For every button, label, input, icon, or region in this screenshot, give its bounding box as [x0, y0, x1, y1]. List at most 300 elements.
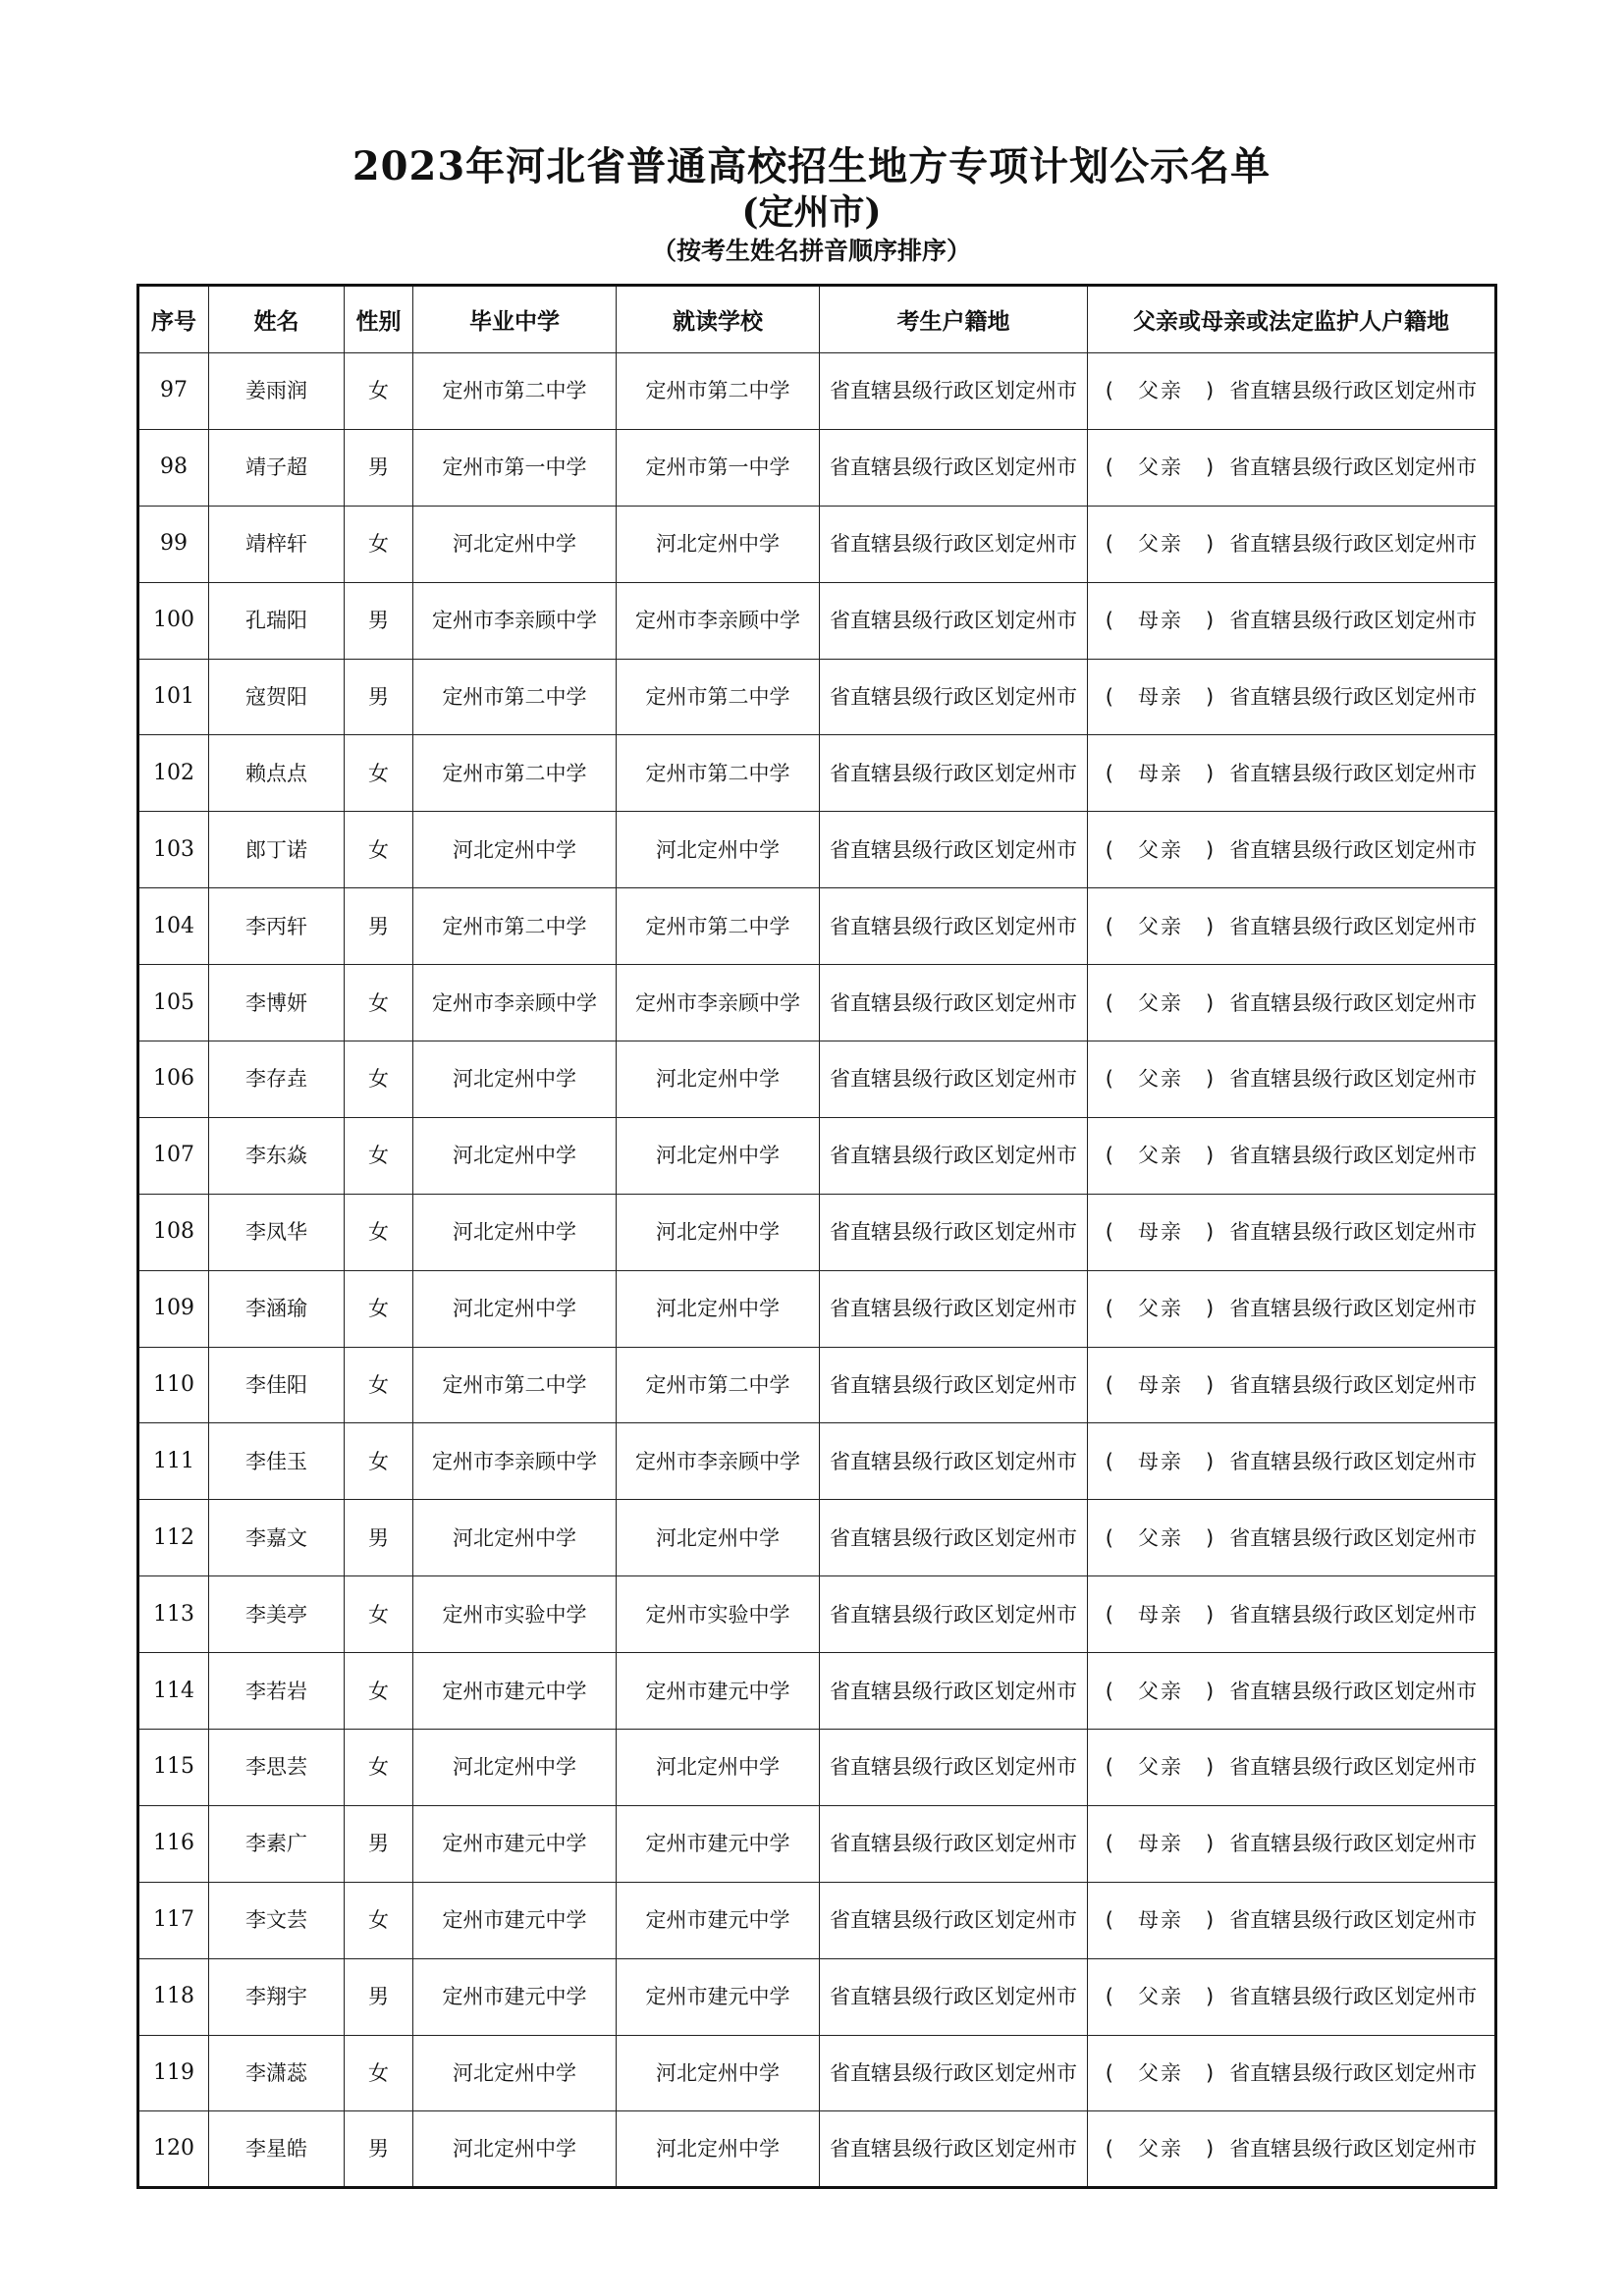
- guardian-residence-value: 省直辖县级行政区划定州市: [1229, 1908, 1478, 1933]
- student-residence-text: 省直辖县级行政区划定州市: [830, 914, 1077, 938]
- row-number-text: 120: [153, 2136, 194, 2162]
- graduated-school: [413, 1730, 617, 1806]
- student-name-text: 李翔宇: [245, 1985, 307, 2009]
- graduated-school: [413, 506, 617, 582]
- student-residence: [820, 1576, 1088, 1653]
- current-school-text: 定州市李亲顾中学: [635, 609, 800, 633]
- current-school-text: 河北定州中学: [656, 837, 780, 862]
- student-residence-text: 省直辖县级行政区划定州市: [830, 1373, 1077, 1398]
- graduated-school-text: 河北定州中学: [453, 1067, 576, 1092]
- student-name: [209, 429, 345, 506]
- guardian-residence-value: 省直辖县级行政区划定州市: [1229, 837, 1478, 862]
- current-school-text: 定州市第二中学: [645, 1373, 790, 1398]
- row-number: [138, 1882, 209, 1958]
- guardian-residence-text: [1106, 379, 1477, 402]
- student-gender-text: 女: [368, 532, 389, 557]
- student-gender-text: 女: [368, 1908, 389, 1933]
- document-subtitle: (定州市): [741, 191, 882, 233]
- student-name-text: 郎丁诺: [245, 837, 307, 862]
- row-number: [138, 1117, 209, 1194]
- student-name-text: 李若岩: [245, 1679, 307, 1703]
- row-number: [138, 1041, 209, 1118]
- row-number: [138, 888, 209, 965]
- student-gender-text: 男: [368, 2137, 389, 2162]
- student-gender-text: 女: [368, 1602, 389, 1627]
- guardian-residence-value: 省直辖县级行政区划定州市: [1229, 2137, 1478, 2162]
- student-name: [209, 2035, 345, 2111]
- guardian-residence-value: 省直辖县级行政区划定州市: [1229, 1679, 1478, 1703]
- row-number-text: 112: [153, 1524, 194, 1550]
- row-number: [138, 1730, 209, 1806]
- roster-table: [136, 284, 1497, 2189]
- student-gender: [345, 1882, 413, 1958]
- guardian-residence-value: 省直辖县级行政区划定州市: [1229, 1832, 1478, 1856]
- student-name-text: 李涵瑜: [245, 1297, 307, 1321]
- current-school: [617, 2111, 820, 2188]
- guardian-residence: [1088, 1805, 1496, 1882]
- student-name: [209, 1958, 345, 2035]
- student-gender: [345, 735, 413, 812]
- table-row: [138, 1576, 1496, 1653]
- current-school: [617, 812, 820, 888]
- current-school-text: 定州市建元中学: [645, 1985, 790, 2009]
- graduated-school-text: 定州市建元中学: [442, 1679, 587, 1703]
- current-school: [617, 2035, 820, 2111]
- current-school: [617, 1958, 820, 2035]
- guardian-residence-text: [1106, 1680, 1477, 1703]
- graduated-school: [413, 1958, 617, 2035]
- student-name-text: 靖梓轩: [245, 532, 307, 557]
- guardian-residence: [1088, 1270, 1496, 1347]
- student-residence: [820, 582, 1088, 659]
- guardian-relation: ( 父亲 ): [1105, 1067, 1217, 1092]
- student-gender: [345, 429, 413, 506]
- guardian-residence: [1088, 582, 1496, 659]
- row-number-text: 101: [153, 684, 194, 709]
- student-name: [209, 659, 345, 735]
- current-school-text: 河北定州中学: [656, 1144, 780, 1168]
- sort-note: （按考生姓名拼音顺序排序）: [651, 237, 971, 265]
- graduated-school: [413, 429, 617, 506]
- guardian-relation: ( 父亲 ): [1105, 1985, 1217, 2009]
- student-gender: [345, 353, 413, 430]
- table-row: [138, 659, 1496, 735]
- guardian-residence-text: [1106, 532, 1477, 556]
- student-gender: [345, 506, 413, 582]
- guardian-relation: ( 母亲 ): [1105, 1373, 1217, 1398]
- guardian-residence-text: [1106, 838, 1477, 862]
- guardian-residence: [1088, 1194, 1496, 1270]
- student-name-text: 寇贺阳: [245, 685, 307, 709]
- student-name-text: 李佳玉: [245, 1449, 307, 1473]
- row-number-text: 103: [153, 836, 194, 862]
- student-gender-text: 男: [368, 1985, 389, 2009]
- student-residence-text: 省直辖县级行政区划定州市: [830, 1679, 1077, 1703]
- table-row: [138, 429, 1496, 506]
- student-residence: [820, 429, 1088, 506]
- student-gender-text: 男: [368, 1832, 389, 1856]
- col-header-current-school: 就读学校: [617, 286, 820, 353]
- student-residence-text: 省直辖县级行政区划定州市: [830, 1755, 1077, 1780]
- current-school: [617, 353, 820, 430]
- student-residence-text: 省直辖县级行政区划定州市: [830, 1067, 1077, 1092]
- guardian-residence-text: [1106, 1144, 1477, 1167]
- guardian-residence-value: 省直辖县级行政区划定州市: [1229, 685, 1478, 709]
- current-school: [617, 1576, 820, 1653]
- row-number: [138, 1653, 209, 1730]
- guardian-residence-text: [1106, 1603, 1477, 1627]
- row-number-text: 97: [160, 378, 188, 403]
- student-name: [209, 1500, 345, 1576]
- col-header-graduated-school: 毕业中学: [413, 286, 617, 353]
- student-gender: [345, 2035, 413, 2111]
- guardian-residence: [1088, 1576, 1496, 1653]
- document-title: 2023年河北省普通高校招生地方专项计划公示名单: [352, 143, 1271, 189]
- table-row: [138, 1730, 1496, 1806]
- student-name: [209, 1347, 345, 1423]
- current-school: [617, 735, 820, 812]
- current-school-text: 定州市第二中学: [645, 761, 790, 785]
- student-residence: [820, 888, 1088, 965]
- student-residence: [820, 2111, 1088, 2188]
- guardian-residence-text: [1106, 991, 1477, 1015]
- graduated-school: [413, 1270, 617, 1347]
- table-row: [138, 353, 1496, 430]
- table-row: [138, 2035, 1496, 2111]
- table-row: [138, 735, 1496, 812]
- row-number: [138, 1347, 209, 1423]
- student-name-text: 李嘉文: [245, 1525, 307, 1550]
- row-number-text: 107: [153, 1143, 194, 1168]
- student-name-text: 李素广: [245, 1832, 307, 1856]
- student-gender-text: 女: [368, 1373, 389, 1398]
- row-number-text: 118: [153, 1984, 194, 2009]
- guardian-residence-value: 省直辖县级行政区划定州市: [1229, 990, 1478, 1015]
- guardian-relation: ( 父亲 ): [1105, 1755, 1217, 1780]
- student-residence-text: 省直辖县级行政区划定州市: [830, 532, 1077, 557]
- current-school: [617, 1882, 820, 1958]
- col-header-name: 姓名: [209, 286, 345, 353]
- student-gender: [345, 2111, 413, 2188]
- guardian-residence-text: [1106, 1985, 1477, 2008]
- row-number-text: 116: [153, 1831, 194, 1856]
- current-school-text: 定州市第二中学: [645, 914, 790, 938]
- guardian-relation: ( 母亲 ): [1105, 1908, 1217, 1933]
- guardian-relation: ( 母亲 ): [1105, 685, 1217, 709]
- student-residence-text: 省直辖县级行政区划定州市: [830, 837, 1077, 862]
- table-row: [138, 1805, 1496, 1882]
- student-gender-text: 男: [368, 455, 389, 480]
- current-school: [617, 506, 820, 582]
- student-gender: [345, 1423, 413, 1500]
- row-number-text: 106: [153, 1066, 194, 1092]
- guardian-residence: [1088, 1500, 1496, 1576]
- graduated-school-text: 定州市第二中学: [442, 379, 587, 403]
- table-row: [138, 1653, 1496, 1730]
- guardian-residence: [1088, 429, 1496, 506]
- student-gender: [345, 1500, 413, 1576]
- guardian-residence-value: 省直辖县级行政区划定州市: [1229, 455, 1478, 480]
- graduated-school-text: 定州市李亲顾中学: [432, 609, 597, 633]
- current-school: [617, 1347, 820, 1423]
- student-gender-text: 女: [368, 2061, 389, 2086]
- row-number: [138, 582, 209, 659]
- student-name: [209, 1730, 345, 1806]
- student-gender-text: 男: [368, 685, 389, 709]
- student-name: [209, 888, 345, 965]
- guardian-residence-text: [1106, 1755, 1477, 1779]
- student-name: [209, 2111, 345, 2188]
- row-number: [138, 1805, 209, 1882]
- student-residence: [820, 1041, 1088, 1118]
- student-name: [209, 1194, 345, 1270]
- row-number: [138, 965, 209, 1041]
- guardian-residence-value: 省直辖县级行政区划定州市: [1229, 1525, 1478, 1550]
- guardian-residence-text: [1106, 2137, 1477, 2161]
- guardian-residence: [1088, 1041, 1496, 1118]
- student-name: [209, 1576, 345, 1653]
- row-number-text: 119: [153, 2060, 194, 2086]
- table-row: [138, 1347, 1496, 1423]
- student-gender-text: 女: [368, 761, 389, 785]
- guardian-residence-text: [1106, 1832, 1477, 1855]
- table-row: [138, 812, 1496, 888]
- current-school-text: 定州市建元中学: [645, 1832, 790, 1856]
- student-gender: [345, 1194, 413, 1270]
- student-residence-text: 省直辖县级行政区划定州市: [830, 1144, 1077, 1168]
- guardian-relation: ( 母亲 ): [1105, 609, 1217, 633]
- graduated-school-text: 定州市第一中学: [442, 455, 587, 480]
- student-name-text: 孔瑞阳: [245, 609, 307, 633]
- graduated-school: [413, 1500, 617, 1576]
- student-gender: [345, 1117, 413, 1194]
- guardian-residence-text: [1106, 1373, 1477, 1397]
- graduated-school-text: 河北定州中学: [453, 532, 576, 557]
- student-name-text: 李文芸: [245, 1908, 307, 1933]
- guardian-residence: [1088, 2035, 1496, 2111]
- current-school: [617, 1117, 820, 1194]
- guardian-relation: ( 母亲 ): [1105, 761, 1217, 785]
- current-school: [617, 1194, 820, 1270]
- student-name-text: 靖子超: [245, 455, 307, 480]
- student-residence-text: 省直辖县级行政区划定州市: [830, 685, 1077, 709]
- row-number: [138, 1500, 209, 1576]
- student-name-text: 李存垚: [245, 1067, 307, 1092]
- student-residence: [820, 1270, 1088, 1347]
- graduated-school-text: 河北定州中学: [453, 1755, 576, 1780]
- row-number-text: 105: [153, 989, 194, 1015]
- current-school: [617, 582, 820, 659]
- current-school-text: 河北定州中学: [656, 532, 780, 557]
- guardian-residence: [1088, 506, 1496, 582]
- guardian-residence: [1088, 1958, 1496, 2035]
- graduated-school: [413, 582, 617, 659]
- graduated-school: [413, 1117, 617, 1194]
- student-residence: [820, 1117, 1088, 1194]
- guardian-relation: ( 父亲 ): [1105, 2137, 1217, 2162]
- student-residence: [820, 965, 1088, 1041]
- table-row: [138, 1041, 1496, 1118]
- current-school-text: 河北定州中学: [656, 1067, 780, 1092]
- student-gender-text: 女: [368, 1679, 389, 1703]
- student-gender: [345, 1958, 413, 2035]
- guardian-relation: ( 父亲 ): [1105, 1525, 1217, 1550]
- current-school-text: 定州市李亲顾中学: [635, 990, 800, 1015]
- guardian-relation: ( 父亲 ): [1105, 914, 1217, 938]
- student-gender-text: 男: [368, 914, 389, 938]
- student-residence-text: 省直辖县级行政区划定州市: [830, 455, 1077, 480]
- current-school-text: 定州市建元中学: [645, 1908, 790, 1933]
- row-number: [138, 353, 209, 430]
- guardian-residence: [1088, 2111, 1496, 2188]
- table-row: [138, 506, 1496, 582]
- graduated-school: [413, 2035, 617, 2111]
- student-residence-text: 省直辖县级行政区划定州市: [830, 609, 1077, 633]
- student-gender: [345, 582, 413, 659]
- student-gender-text: 女: [368, 1755, 389, 1780]
- graduated-school: [413, 965, 617, 1041]
- guardian-residence-text: [1106, 762, 1477, 785]
- guardian-relation: ( 父亲 ): [1105, 532, 1217, 557]
- student-name-text: 李潇蕊: [245, 2061, 307, 2086]
- student-gender: [345, 659, 413, 735]
- row-number-text: 108: [153, 1219, 194, 1245]
- student-residence: [820, 1653, 1088, 1730]
- graduated-school-text: 河北定州中学: [453, 1220, 576, 1245]
- row-number-text: 117: [153, 1907, 194, 1933]
- guardian-residence: [1088, 1653, 1496, 1730]
- guardian-relation: ( 母亲 ): [1105, 1602, 1217, 1627]
- student-name-text: 姜雨润: [245, 379, 307, 403]
- row-number: [138, 2035, 209, 2111]
- student-name-text: 李丙轩: [245, 914, 307, 938]
- table-row: [138, 1500, 1496, 1576]
- guardian-residence-value: 省直辖县级行政区划定州市: [1229, 1297, 1478, 1321]
- guardian-residence: [1088, 1730, 1496, 1806]
- current-school-text: 河北定州中学: [656, 2061, 780, 2086]
- guardian-residence-value: 省直辖县级行政区划定州市: [1229, 1985, 1478, 2009]
- student-residence: [820, 1958, 1088, 2035]
- guardian-residence-text: [1106, 685, 1477, 709]
- student-residence-text: 省直辖县级行政区划定州市: [830, 379, 1077, 403]
- student-residence: [820, 812, 1088, 888]
- graduated-school-text: 河北定州中学: [453, 1144, 576, 1168]
- student-residence: [820, 1882, 1088, 1958]
- current-school: [617, 1500, 820, 1576]
- student-gender: [345, 1270, 413, 1347]
- col-header-gender: 性别: [345, 286, 413, 353]
- graduated-school: [413, 1423, 617, 1500]
- student-residence-text: 省直辖县级行政区划定州市: [830, 1602, 1077, 1627]
- guardian-residence-value: 省直辖县级行政区划定州市: [1229, 761, 1478, 785]
- guardian-relation: ( 父亲 ): [1105, 1679, 1217, 1703]
- graduated-school-text: 定州市第二中学: [442, 914, 587, 938]
- graduated-school: [413, 1576, 617, 1653]
- current-school-text: 定州市第一中学: [645, 455, 790, 480]
- current-school-text: 定州市第二中学: [645, 379, 790, 403]
- student-residence-text: 省直辖县级行政区划定州市: [830, 1985, 1077, 2009]
- guardian-residence-value: 省直辖县级行政区划定州市: [1229, 532, 1478, 557]
- graduated-school: [413, 812, 617, 888]
- guardian-residence-value: 省直辖县级行政区划定州市: [1229, 2061, 1478, 2086]
- current-school-text: 河北定州中学: [656, 2137, 780, 2162]
- student-residence-text: 省直辖县级行政区划定州市: [830, 990, 1077, 1015]
- graduated-school-text: 河北定州中学: [453, 837, 576, 862]
- student-name-text: 李凤华: [245, 1220, 307, 1245]
- student-gender: [345, 1041, 413, 1118]
- graduated-school: [413, 888, 617, 965]
- current-school-text: 河北定州中学: [656, 1755, 780, 1780]
- guardian-residence-value: 省直辖县级行政区划定州市: [1229, 1755, 1478, 1780]
- current-school: [617, 1653, 820, 1730]
- row-number: [138, 1194, 209, 1270]
- row-number: [138, 812, 209, 888]
- graduated-school-text: 定州市第二中学: [442, 761, 587, 785]
- student-gender-text: 女: [368, 1449, 389, 1473]
- current-school: [617, 965, 820, 1041]
- graduated-school: [413, 1882, 617, 1958]
- col-header-student-residence: 考生户籍地: [820, 286, 1088, 353]
- student-gender-text: 男: [368, 1525, 389, 1550]
- row-number-text: 102: [153, 760, 194, 785]
- current-school-text: 河北定州中学: [656, 1297, 780, 1321]
- student-residence-text: 省直辖县级行政区划定州市: [830, 1449, 1077, 1473]
- student-gender: [345, 888, 413, 965]
- student-residence: [820, 2035, 1088, 2111]
- guardian-residence-text: [1106, 915, 1477, 938]
- guardian-residence-value: 省直辖县级行政区划定州市: [1229, 914, 1478, 938]
- student-name-text: 李星皓: [245, 2137, 307, 2162]
- row-number: [138, 659, 209, 735]
- guardian-residence: [1088, 965, 1496, 1041]
- graduated-school: [413, 353, 617, 430]
- guardian-relation: ( 母亲 ): [1105, 1832, 1217, 1856]
- graduated-school: [413, 1653, 617, 1730]
- student-residence: [820, 353, 1088, 430]
- graduated-school-text: 定州市李亲顾中学: [432, 1449, 597, 1473]
- row-number: [138, 2111, 209, 2188]
- row-number: [138, 1958, 209, 2035]
- graduated-school-text: 河北定州中学: [453, 1297, 576, 1321]
- table-row: [138, 1423, 1496, 1500]
- guardian-residence: [1088, 353, 1496, 430]
- row-number: [138, 1576, 209, 1653]
- current-school-text: 定州市建元中学: [645, 1679, 790, 1703]
- student-name-text: 李佳阳: [245, 1373, 307, 1398]
- graduated-school-text: 定州市李亲顾中学: [432, 990, 597, 1015]
- table-row: [138, 2111, 1496, 2188]
- student-residence-text: 省直辖县级行政区划定州市: [830, 1297, 1077, 1321]
- student-name-text: 李博妍: [245, 990, 307, 1015]
- current-school-text: 定州市实验中学: [645, 1602, 790, 1627]
- guardian-relation: ( 母亲 ): [1105, 1449, 1217, 1473]
- header-row: [138, 286, 1496, 353]
- student-gender-text: 女: [368, 1067, 389, 1092]
- guardian-relation: ( 父亲 ): [1105, 455, 1217, 480]
- row-number-text: 111: [153, 1448, 194, 1473]
- guardian-relation: ( 父亲 ): [1105, 1144, 1217, 1168]
- table-row: [138, 965, 1496, 1041]
- guardian-relation: ( 父亲 ): [1105, 379, 1217, 403]
- student-name: [209, 353, 345, 430]
- current-school: [617, 888, 820, 965]
- guardian-residence: [1088, 888, 1496, 965]
- current-school-text: 定州市李亲顾中学: [635, 1449, 800, 1473]
- graduated-school-text: 河北定州中学: [453, 2061, 576, 2086]
- guardian-residence-text: [1106, 455, 1477, 479]
- guardian-residence-value: 省直辖县级行政区划定州市: [1229, 1373, 1478, 1398]
- student-gender: [345, 1576, 413, 1653]
